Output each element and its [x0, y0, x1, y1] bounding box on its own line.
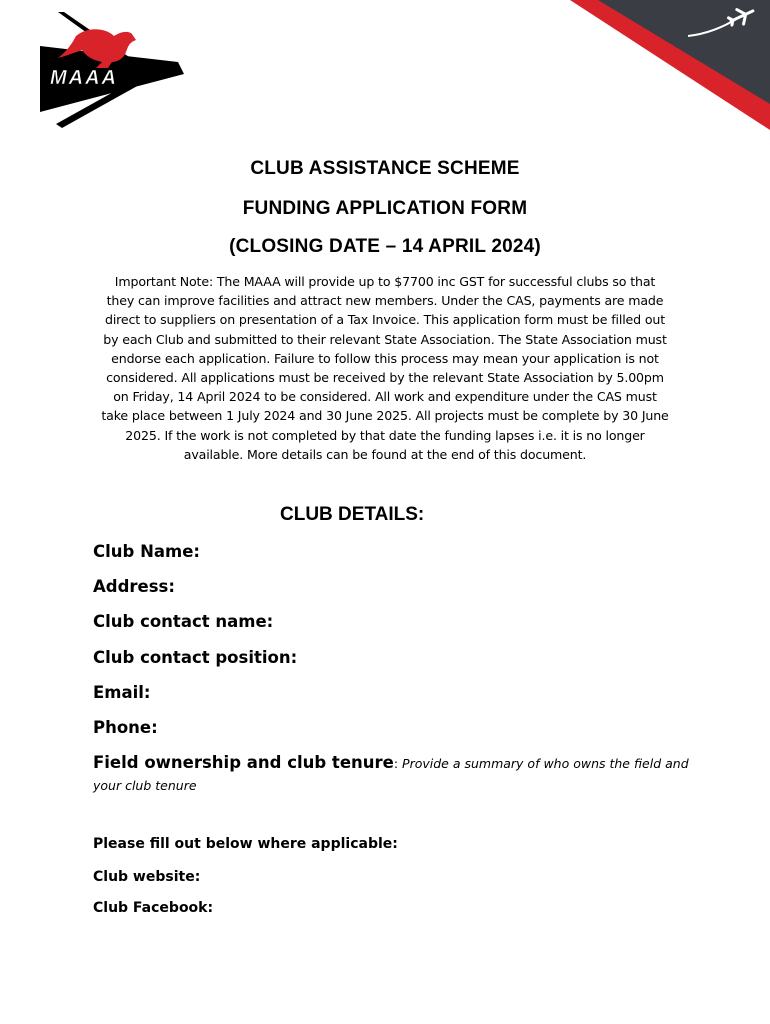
field-ownership-row	[93, 753, 689, 772]
address-label: Address:	[93, 577, 175, 596]
club-name-label: Club Name:	[93, 542, 200, 561]
note-line: available. More details can be found at the end of this document.	[183, 446, 587, 462]
field-ownership-label: Field ownership and club tenure	[93, 753, 394, 772]
closing-date-title: (CLOSING DATE – 14 APRIL 2024)	[229, 236, 541, 257]
club-facebook-label: Club Facebook:	[93, 900, 214, 916]
contact-position-label: Club contact position:	[93, 648, 298, 667]
contact-name-label: Club contact name:	[93, 612, 274, 631]
note-line: considered. All applications must be received by the relevant State Association by 5.00pm	[106, 370, 664, 386]
form-title-line-1: CLUB ASSISTANCE SCHEME	[250, 158, 520, 179]
corner-decoration	[570, 0, 770, 130]
email-label: Email:	[93, 683, 151, 702]
logo-text: MAAA	[50, 67, 118, 89]
club-details-heading: CLUB DETAILS:	[280, 504, 425, 525]
important-note	[96, 272, 674, 464]
form-title-line-2: FUNDING APPLICATION FORM	[242, 198, 528, 219]
note-line: endorse each application. Failure to follow this process may mean your application is not	[111, 350, 659, 366]
note-line: direct to suppliers on presentation of a Tax Invoice. This application form must be filled out	[104, 312, 666, 328]
note-line: on Friday, 14 April 2024 to be considered. All work and expenditure under the CAS must	[113, 389, 657, 405]
note-line: by each Club and submitted to their relevant State Association. The State Association must	[103, 331, 667, 347]
field-ownership-description: Provide a summary of who owns the field and	[402, 756, 689, 771]
maaa-logo	[36, 12, 186, 130]
note-line: they can improve facilities and attract new members. Under the CAS, payments are made	[106, 293, 664, 309]
optional-heading: Please fill out below where applicable:	[93, 836, 398, 852]
note-line: take place between 1 July 2024 and 30 June 2025. All projects must be complete by 30 June	[101, 408, 669, 424]
phone-label: Phone:	[93, 718, 158, 737]
note-line: 2025. If the work is not completed by that date the funding lapses i.e. it is no longer	[125, 427, 645, 443]
note-line: Important Note: The MAAA will provide up to $7700 inc GST for successful clubs so that	[114, 274, 656, 289]
field-ownership-description-cont: your club tenure	[93, 778, 197, 793]
club-website-label: Club website:	[93, 869, 201, 885]
field-ownership-colon: :	[393, 756, 403, 771]
